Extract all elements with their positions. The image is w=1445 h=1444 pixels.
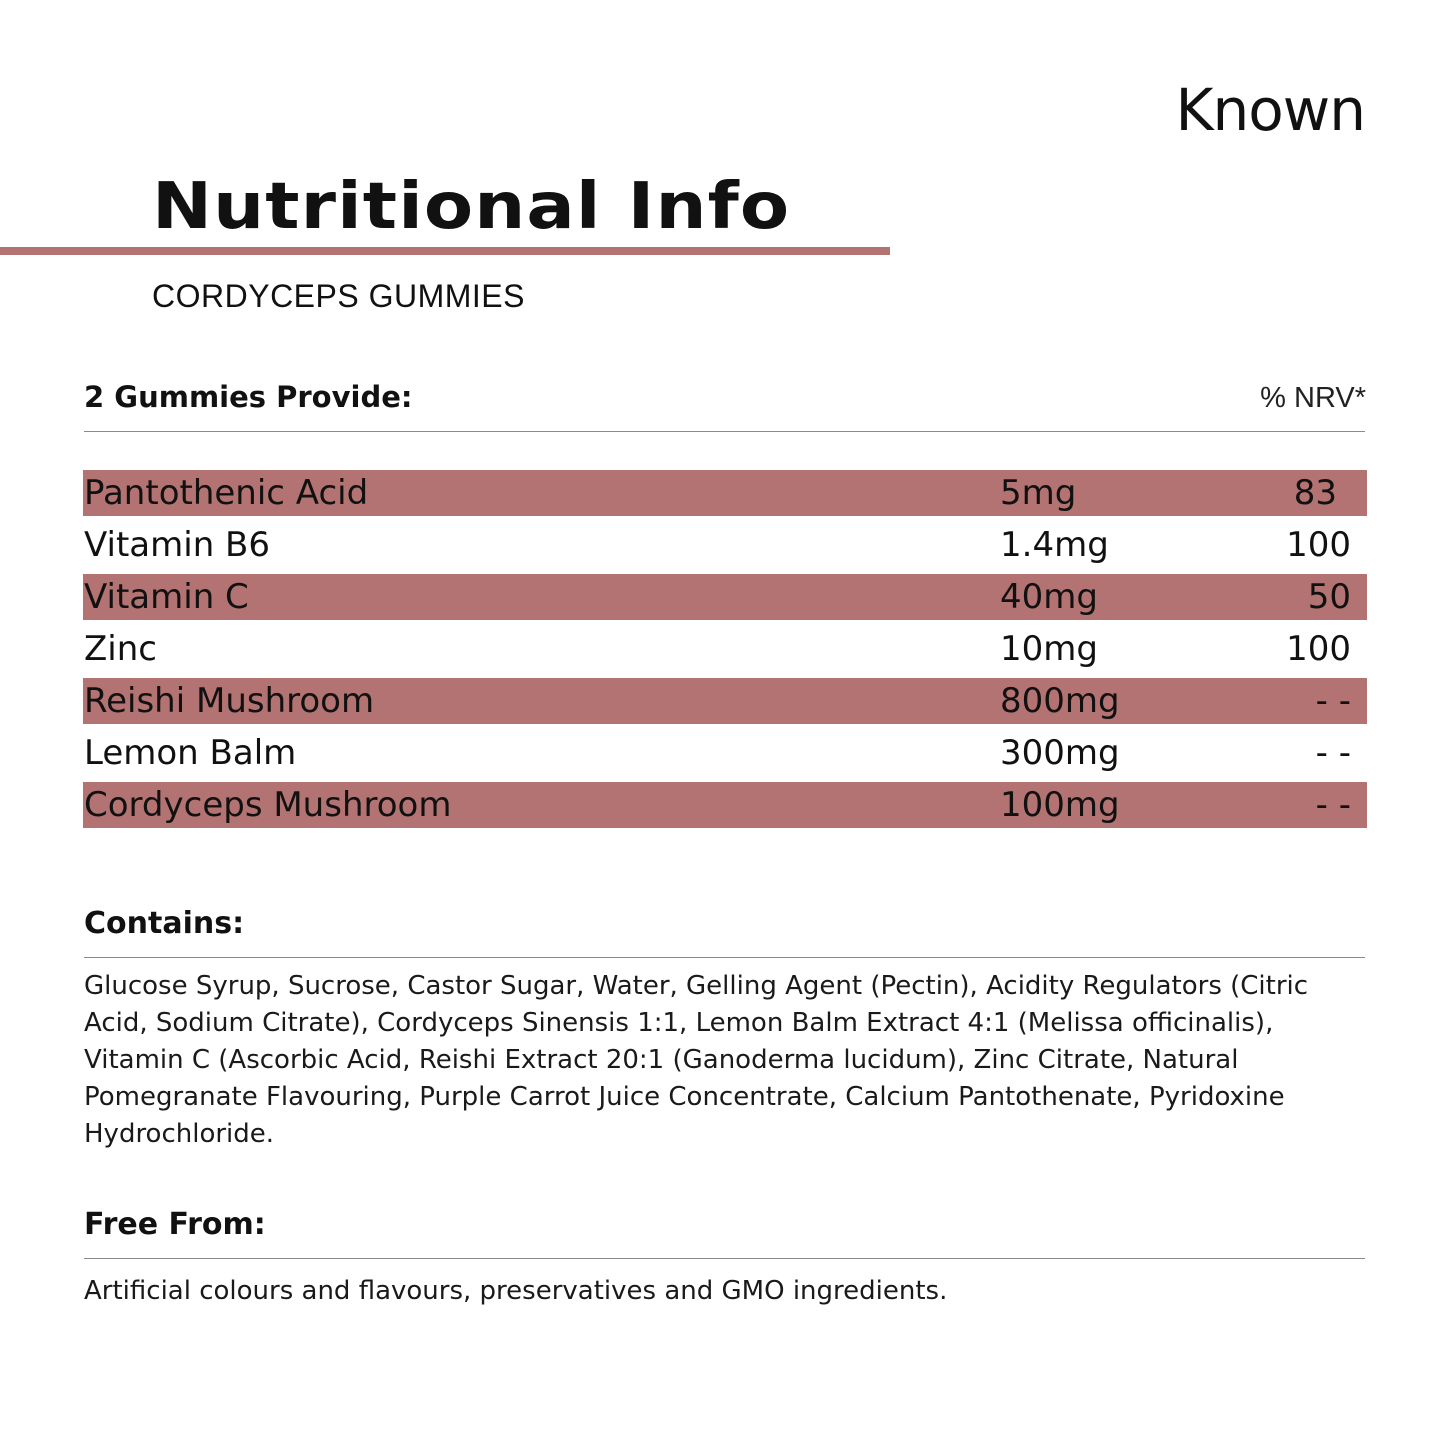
free-from-text: Artificial colours and flavours, preservatives and GMO ingredients.	[84, 1276, 948, 1306]
nutrient-name: Cordyceps Mushroom	[84, 785, 452, 825]
ingredients-list: Glucose Syrup, Sucrose, Castor Sugar, Water, Gelling Agent (Pectin), Acidity Regulators (Citric Acid, Sodium Citrate), Cordyceps Sinensis 1:1, Lemon Balm Extract 4:1 (Melissa officinalis), Vitamin C (Ascorbic Acid, Reishi Extract 20:1 (Ganoderma lucidum), Zinc Citrate, Natural Pomegranate Flavouring, Purple Carrot Juice Concentrate, Calcium Pantothenate, Pyridoxine Hydrochloride.	[84, 971, 1309, 1149]
nutrient-name: Zinc	[84, 629, 157, 669]
nrv-header: % NRV*	[1260, 382, 1366, 414]
nutrient-nrv: 83	[1293, 473, 1337, 513]
nutrient-nrv: - -	[1315, 681, 1351, 721]
free-from-divider	[84, 1258, 1365, 1259]
table-header	[84, 380, 1366, 420]
table-row	[83, 574, 1367, 626]
nutrient-name: Reishi Mushroom	[84, 681, 375, 721]
title-underline	[0, 247, 890, 255]
nutrient-name: Vitamin C	[84, 577, 249, 617]
product-name: CORDYCEPS GUMMIES	[152, 278, 525, 314]
free-from-heading: Free From:	[84, 1207, 266, 1242]
nutrient-nrv: 100	[1286, 525, 1351, 565]
nutrient-amount: 300mg	[1000, 733, 1120, 773]
serving-label: 2 Gummies Provide:	[84, 380, 413, 414]
nutrient-nrv: - -	[1315, 733, 1351, 773]
nutrient-nrv: 100	[1286, 629, 1351, 669]
contains-heading: Contains:	[84, 906, 245, 941]
table-row	[83, 782, 1367, 834]
nutrient-amount: 10mg	[1000, 629, 1098, 669]
page-title: Nutritional Info	[152, 170, 791, 244]
nutrient-nrv: 50	[1307, 577, 1351, 617]
brand-logo: Known	[1175, 76, 1365, 144]
table-row	[83, 730, 1367, 782]
nutrient-amount: 800mg	[1000, 681, 1120, 721]
nutrient-amount: 1.4mg	[1000, 525, 1109, 565]
table-row	[83, 678, 1367, 730]
nutrient-amount: 100mg	[1000, 785, 1120, 825]
row-highlight	[83, 574, 1367, 620]
nutrient-amount: 40mg	[1000, 577, 1098, 617]
contains-divider	[84, 957, 1365, 958]
nutrient-name: Vitamin B6	[84, 525, 271, 565]
nutrient-amount: 5mg	[1000, 473, 1077, 513]
table-header-divider	[84, 431, 1365, 432]
nutrient-name: Lemon Balm	[84, 733, 297, 773]
nutrient-name: Pantothenic Acid	[84, 473, 369, 513]
nutrient-nrv: - -	[1315, 785, 1351, 825]
nutrition-table	[83, 470, 1367, 834]
table-row	[83, 626, 1367, 678]
table-row	[83, 470, 1367, 522]
table-row	[83, 522, 1367, 574]
